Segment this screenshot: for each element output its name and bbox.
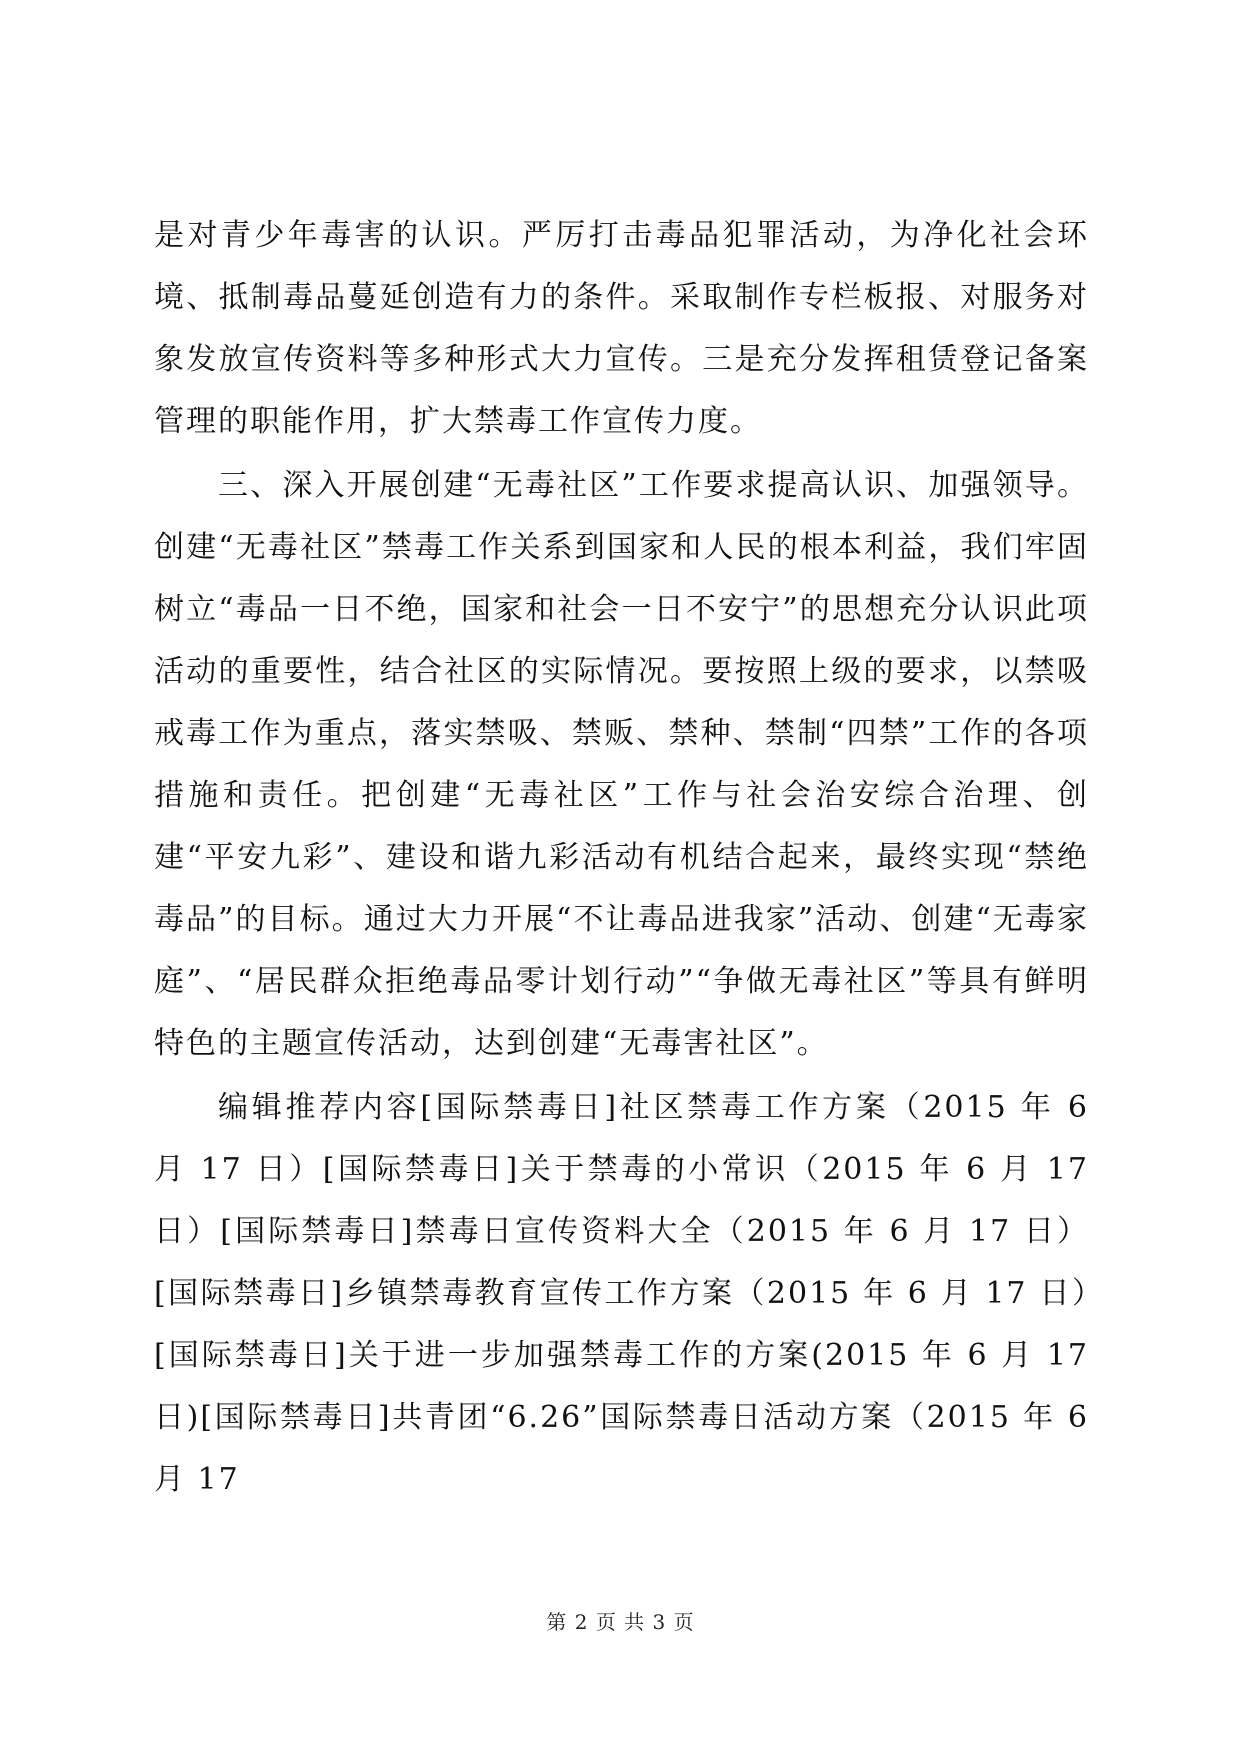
paragraph-section-three: 三、深入开展创建“无毒社区”工作要求提高认识、加强领导。创建“无毒社区”禁毒工作关系到国家和人民的根本利益，我们牢固树立“毒品一日不绝，国家和社会一日不安宁”的思想充分认识此项活动的重要性，结合社区的实际情况。要按照上级的要求，以禁吸戒毒工作为重点，落实禁吸、禁贩、禁种、禁制“四禁”工作的各项措施和责任。把创建“无毒社区”工作与社会治安综合治理、创建“平安九彩”、建设和谐九彩活动有机结合起来，最终实现“禁绝毒品”的目标。通过大力开展“不让毒品进我家”活动、创建“无毒家庭”、“居民群众拒绝毒品零计划行动”“争做无毒社区”等具有鲜明特色的主题宣传活动，达到创建“无毒害社区”。: [154, 468, 1089, 1061]
document-body: [154, 205, 1089, 1511]
page-number-footer: 第 2 页 共 3 页: [546, 1610, 695, 1634]
paragraph-recommended-content: 编辑推荐内容[国际禁毒日]社区禁毒工作方案（2015 年 6 月 17 日）[国际禁毒日]关于禁毒的小常识（2015 年 6 月 17 日）[国际禁毒日]禁毒日宣传资料大全（2015 年 6 月 17 日）[国际禁毒日]乡镇禁毒教育宣传工作方案（2015 年 6 月 17 日）[国际禁毒日]关于进一步加强禁毒工作的方案(2015 年 6 月 17 日)[国际禁毒日]共青团“6.26”国际禁毒日活动方案（2015 年 6 月 17: [154, 1090, 1089, 1497]
paragraph-continuation: 是对青少年毒害的认识。严厉打击毒品犯罪活动，为净化社会环境、抵制毒品蔓延创造有力的条件。采取制作专栏板报、对服务对象发放宣传资料等多种形式大力宣传。三是充分发挥租赁登记备案管理的职能作用，扩大禁毒工作宣传力度。: [154, 218, 1089, 439]
